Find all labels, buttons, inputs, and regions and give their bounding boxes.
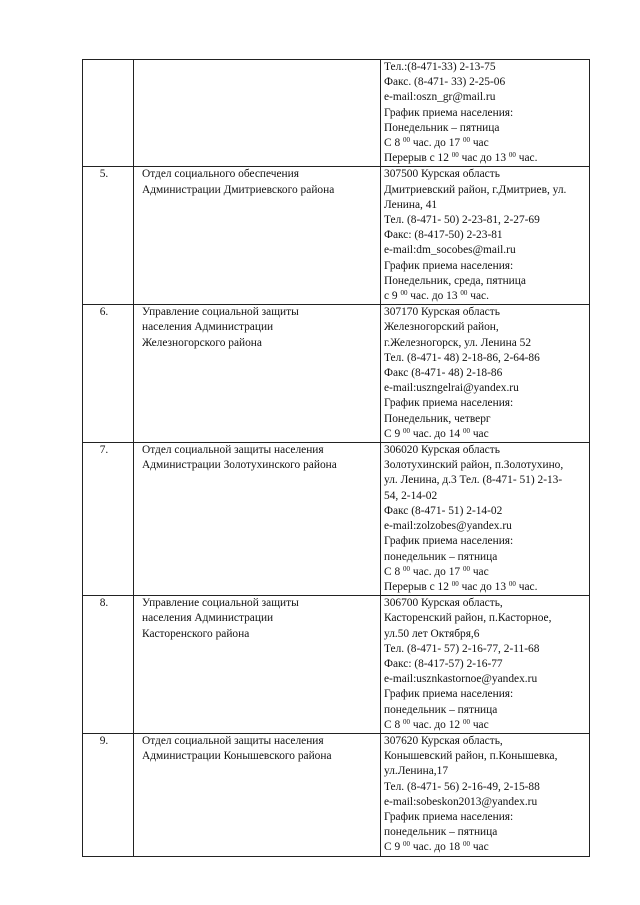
contact-info-line: Факс. (8-471- 33) 2-25-06 <box>384 76 506 89</box>
department-name-cell <box>134 596 381 734</box>
contact-info-cell <box>381 733 590 856</box>
contact-info-line: 307500 Курская область <box>384 168 500 181</box>
hours-text: час до 13 <box>458 580 509 593</box>
contact-info-line: 307620 Курская область, <box>384 734 503 747</box>
contact-info-line: 306700 Курская область, <box>384 597 503 610</box>
hours-text: час. до 18 <box>410 841 463 854</box>
hours-text: час <box>469 427 489 440</box>
contact-info-line: Золотухинский район, п.Золотухино, <box>384 459 564 472</box>
row-number: 5. <box>99 168 109 181</box>
contact-info-line: понедельник – пятница <box>384 550 498 563</box>
table-row <box>83 167 590 305</box>
schedule-hours-line <box>381 718 589 733</box>
department-name-cell <box>134 167 381 305</box>
minutes-superscript: 00 <box>403 426 410 435</box>
minutes-superscript: 00 <box>451 151 459 160</box>
department-name-line: Управление социальной защиты <box>142 597 299 610</box>
minutes-superscript: 00 <box>400 289 408 298</box>
contact-info-line: Понедельник, среда, пятница <box>384 274 526 287</box>
minutes-superscript: 00 <box>403 840 410 849</box>
hours-text: час. <box>515 152 538 165</box>
hours-text: час <box>469 137 489 150</box>
department-name-line: населения Администрации <box>142 612 274 625</box>
minutes-superscript: 00 <box>508 151 516 160</box>
contact-info-line: Тел.:(8-471-33) 2-13-75 <box>384 61 496 73</box>
contact-info-line: e-mail:dm_socobes@mail.ru <box>384 244 516 257</box>
row-number: 6. <box>99 306 109 319</box>
minutes-superscript: 00 <box>462 717 470 726</box>
department-name-cell <box>134 60 381 167</box>
row-number: 9. <box>99 734 109 747</box>
contact-info-line: Железногорский район, <box>384 321 499 334</box>
minutes-superscript: 00 <box>462 136 470 145</box>
hours-text: час до 13 <box>458 152 509 165</box>
contact-info-line: Понедельник – пятница <box>384 121 500 134</box>
department-name-line: Отдел социальной защиты населения <box>142 734 324 747</box>
contact-info-line: e-mail:oszn_gr@mail.ru <box>384 91 496 104</box>
hours-text: С 8 <box>384 718 403 731</box>
row-number-cell <box>83 733 134 856</box>
contact-info-line: ул.50 лет Октября,6 <box>384 627 480 640</box>
contact-info-line: e-mail:usznkastornoe@yandex.ru <box>384 673 538 686</box>
contact-info-line: Конышевский район, п.Конышевка, <box>384 750 558 763</box>
row-number-cell <box>83 305 134 443</box>
hours-text: С 9 <box>384 427 403 440</box>
contact-info-line: Факс (8-471- 48) 2-18-86 <box>384 367 503 380</box>
department-name-line: Отдел социальной защиты населения <box>142 444 324 457</box>
schedule-hours-line <box>381 565 589 580</box>
contact-info-line: ул.Ленина,17 <box>384 765 449 778</box>
minutes-superscript: 00 <box>462 840 470 849</box>
schedule-hours-line <box>381 580 589 595</box>
table-row <box>83 305 590 443</box>
contact-info-line: 307170 Курская область <box>384 306 500 319</box>
contact-info-line: График приема населения: <box>384 535 514 548</box>
minutes-superscript: 00 <box>462 426 470 435</box>
hours-text: час. до 12 <box>410 718 463 731</box>
hours-text: С 8 <box>384 565 403 578</box>
contact-info-line: Касторенский район, п.Касторное, <box>384 612 552 625</box>
contact-info-cell <box>381 305 590 443</box>
hours-text: час <box>469 565 489 578</box>
schedule-hours-line <box>381 151 589 166</box>
contact-info-cell <box>381 60 590 167</box>
row-number: 7. <box>99 444 109 457</box>
department-name-line: Касторенского района <box>142 627 250 640</box>
row-number-cell <box>83 167 134 305</box>
hours-text: час <box>469 841 489 854</box>
minutes-superscript: 00 <box>460 289 468 298</box>
minutes-superscript: 00 <box>403 136 410 145</box>
department-name-line: Администрации Конышевского района <box>142 750 332 763</box>
hours-text: с 9 <box>384 290 401 303</box>
contact-info-line: График приема населения: <box>384 810 514 823</box>
table-row <box>83 733 590 856</box>
contact-info-cell <box>381 596 590 734</box>
hours-text: час. до 17 <box>410 565 463 578</box>
hours-text: Перерыв с 12 <box>384 580 452 593</box>
row-number: 8. <box>99 597 109 610</box>
contact-info-line: Понедельник, четверг <box>384 412 491 425</box>
hours-text: час <box>469 718 489 731</box>
department-name-line: Администрации Золотухинского района <box>142 459 337 472</box>
contact-info-line: График приема населения: <box>384 259 514 272</box>
table-row <box>83 596 590 734</box>
minutes-superscript: 00 <box>403 564 410 573</box>
minutes-superscript: 00 <box>451 579 459 588</box>
contact-info-line: понедельник – пятница <box>384 826 498 839</box>
table-row <box>83 443 590 596</box>
department-name-line: Отдел социального обеспечения <box>142 168 299 181</box>
contact-info-line: e-mail:zolzobes@yandex.ru <box>384 520 512 533</box>
contact-info-line: ул. Ленина, д.3 Тел. (8-471- 51) 2-13- <box>384 474 563 487</box>
contact-info-line: Ленина, 41 <box>384 198 438 211</box>
department-name-line: Управление социальной защиты <box>142 306 299 319</box>
schedule-hours-line <box>381 840 589 855</box>
schedule-hours-line <box>381 136 589 151</box>
schedule-hours-line <box>381 427 589 442</box>
contact-info-line: Дмитриевский район, г.Дмитриев, ул. <box>384 183 567 196</box>
contact-info-line: Тел. (8-471- 56) 2-16-49, 2-15-88 <box>384 780 540 793</box>
contacts-table <box>82 59 590 857</box>
contact-info-line: Тел. (8-471- 48) 2-18-86, 2-64-86 <box>384 351 540 364</box>
contact-info-line: 54, 2-14-02 <box>384 489 438 502</box>
minutes-superscript: 00 <box>462 564 470 573</box>
contact-info-line: График приема населения: <box>384 397 514 410</box>
hours-text: час. <box>515 580 538 593</box>
contact-info-line: График приема населения: <box>384 106 514 119</box>
row-number-cell <box>83 443 134 596</box>
department-name-line: Железногорского района <box>142 336 262 349</box>
contact-info-line: Факс: (8-417-57) 2-16-77 <box>384 657 503 670</box>
minutes-superscript: 00 <box>403 717 410 726</box>
contact-info-line: Тел. (8-471- 50) 2-23-81, 2-27-69 <box>384 214 540 227</box>
hours-text: Перерыв с 12 <box>384 152 452 165</box>
department-name-line: населения Администрации <box>142 321 274 334</box>
contact-info-line: Факс: (8-417-50) 2-23-81 <box>384 229 503 242</box>
contact-info-line: Тел. (8-471- 57) 2-16-77, 2-11-68 <box>384 642 540 655</box>
minutes-superscript: 00 <box>508 579 516 588</box>
schedule-hours-line <box>381 289 589 304</box>
hours-text: час. <box>467 290 489 303</box>
contact-info-line: e-mail:sobeskon2013@yandex.ru <box>384 795 538 808</box>
hours-text: С 8 <box>384 137 403 150</box>
department-name-cell <box>134 733 381 856</box>
table-row <box>83 60 590 167</box>
hours-text: час. до 17 <box>410 137 463 150</box>
hours-text: час. до 13 <box>407 290 461 303</box>
department-name-line: Администрации Дмитриевского района <box>142 183 335 196</box>
hours-text: С 9 <box>384 841 403 854</box>
contact-info-line: г.Железногорск, ул. Ленина 52 <box>384 336 532 349</box>
contact-info-line: Факс (8-471- 51) 2-14-02 <box>384 504 503 517</box>
contact-info-cell <box>381 443 590 596</box>
hours-text: час. до 14 <box>410 427 463 440</box>
contact-info-line: e-mail:uszngelrai@yandex.ru <box>384 382 519 395</box>
contact-info-cell <box>381 167 590 305</box>
contact-info-line: 306020 Курская область <box>384 444 500 457</box>
row-number-cell <box>83 60 134 167</box>
department-name-cell <box>134 305 381 443</box>
row-number-cell <box>83 596 134 734</box>
department-name-cell <box>134 443 381 596</box>
contact-info-line: понедельник – пятница <box>384 703 498 716</box>
table-body <box>83 60 590 857</box>
contact-info-line: График приема населения: <box>384 688 514 701</box>
